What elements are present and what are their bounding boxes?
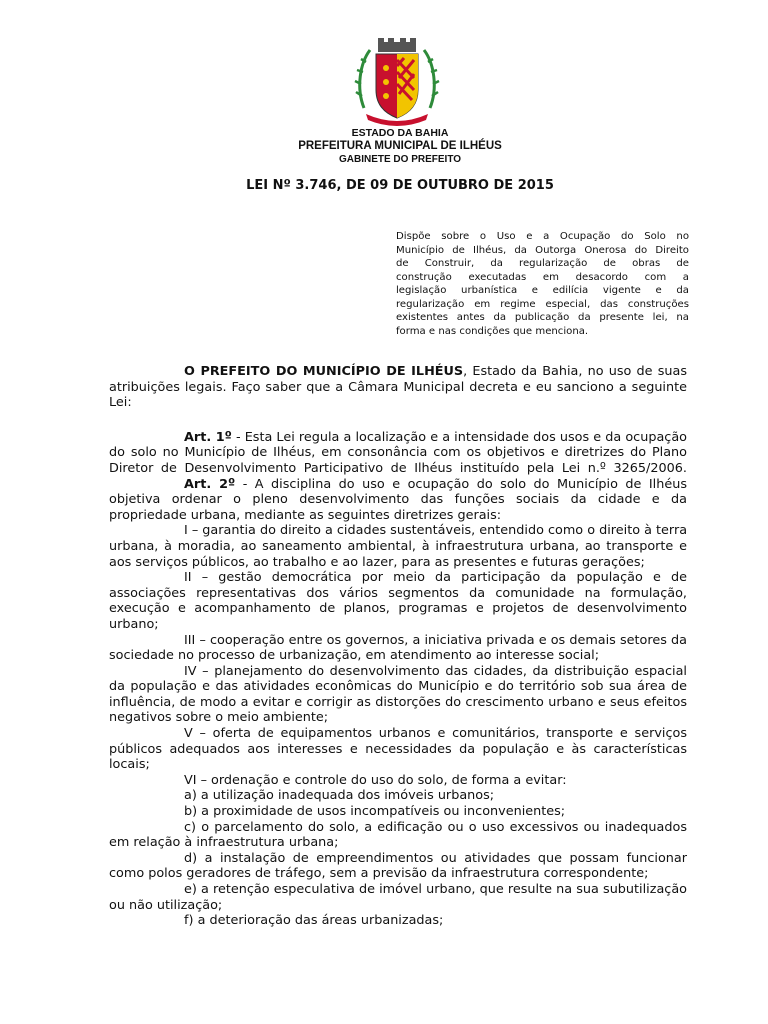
article-subitem-line: e) a retenção especulativa de imóvel urbano, que resulte na sua subutilização	[184, 882, 687, 897]
article-item	[109, 570, 687, 632]
article-2-items	[109, 523, 687, 788]
article-item	[109, 633, 687, 664]
ementa	[396, 230, 689, 338]
article-item-line: locais;	[109, 757, 150, 773]
article-item-line: públicos adequados aos interesses e necessidades da população e às características	[109, 741, 687, 757]
ementa-line: Dispõe sobre o Uso e a Ocupação do Solo no	[396, 231, 689, 242]
article-item-line: III – cooperação entre os governos, a iniciativa privada e os demais setores da	[184, 632, 687, 648]
article-item-line: aos serviços públicos, ao trabalho e ao lazer, para as presentes e futuras gerações;	[109, 554, 645, 570]
municipal-coat-of-arms-icon	[354, 38, 440, 126]
article-subitem	[109, 882, 687, 913]
ementa-line: existentes antes da publicação da presente lei, na	[396, 312, 689, 323]
article-subitem-line: d) a instalação de empreendimentos ou atividades que possam funcionar	[184, 850, 687, 866]
article-item	[109, 726, 687, 773]
art1-line: Diretor de Desenvolvimento Participativo de Ilhéus instituído pela Lei n.º 3265/2006.	[109, 460, 687, 476]
art2-label: Art. 2º	[184, 476, 236, 492]
article-item-line: execução e acompanhamento de planos, programas e projetos de desenvolvimento	[109, 601, 687, 617]
article-item-line: urbana, à moradia, ao saneamento ambiental, à infraestrutura urbana, ao transporte e	[109, 538, 687, 554]
header-prefeitura: PREFEITURA MUNICIPAL DE ILHÉUS	[298, 140, 502, 152]
article-subitem	[109, 851, 687, 882]
article-subitem-line: b) a proximidade de usos incompatíveis ou inconvenientes;	[184, 804, 566, 820]
art2-line: propriedade urbana, mediante as seguintes diretrizes gerais:	[109, 507, 502, 523]
article-item-line: IV – planejamento do desenvolvimento das cidades, da distribuição espacial	[184, 663, 687, 679]
art1-text: - Esta Lei regula a localização e a intensidade dos usos e da ocupação	[231, 429, 687, 445]
article-item-line: urbano;	[109, 616, 159, 632]
article-2-subitems	[109, 788, 687, 928]
article-2	[109, 477, 687, 524]
article-item-line: negativos sobre o meio ambiente;	[109, 710, 329, 726]
preamble	[109, 364, 687, 411]
art1-line: do solo no Município de Ilhéus, em consonância com os objetivos e diretrizes do Plano	[109, 445, 687, 461]
header-gabinete: GABINETE DO PREFEITO	[338, 154, 462, 165]
article-item-line: VI – ordenação e controle do uso do solo, de forma a evitar:	[184, 772, 567, 788]
ementa-line: legislação urbanística e edilícia vigente e da	[396, 285, 689, 296]
article-item	[109, 664, 687, 726]
ementa-line: construção executadas em desacordo com a	[396, 271, 689, 283]
article-subitem-line: em relação à infraestrutura urbana;	[109, 835, 339, 851]
article-subitem-line: c) o parcelamento do solo, a edificação ou o uso excessivos ou inadequados	[184, 819, 687, 835]
preamble-bold: O PREFEITO DO MUNICÍPIO DE ILHÉUS	[184, 364, 464, 379]
law-title: LEI Nº 3.746, DE 09 DE OUTUBRO DE 2015	[246, 178, 554, 193]
preamble-text: , Estado da Bahia, no uso de suas	[463, 364, 687, 379]
ementa-line: de Construir, da regularização de obras de	[396, 258, 689, 269]
article-subitem	[109, 788, 687, 804]
article-subitem	[109, 913, 687, 929]
ementa-line: Município de Ilhéus, da Outorga Onerosa do Direito	[396, 244, 689, 256]
ementa-line: forma e nas condições que menciona.	[396, 325, 589, 337]
article-subitem-line: como polos geradores de tráfego, sem a previsão da infraestrutura correspondente;	[109, 866, 649, 882]
art2-line: objetiva ordenar o pleno desenvolvimento das funções sociais da cidade e da	[109, 492, 687, 508]
preamble-line: Lei:	[109, 395, 132, 411]
article-item-line: I – garantia do direito a cidades sustentáveis, entendido como o direito à terra	[184, 523, 688, 539]
preamble-line: atribuições legais. Faço saber que a Câmara Municipal decreta e eu sanciono a seguinte	[109, 379, 687, 395]
art1-label: Art. 1º	[184, 429, 232, 445]
article-item-line: II – gestão democrática por meio da participação da população e de	[184, 570, 687, 586]
article-1	[109, 430, 687, 477]
article-item-line: sociedade no processo de urbanização, em atendimento ao interesse social;	[109, 648, 600, 664]
article-item-line: associações representativas dos vários segmentos da comunidade na formulação,	[109, 585, 687, 601]
article-subitem-line: ou não utilização;	[109, 897, 223, 913]
ementa-line: regularização em regime especial, das construções	[396, 298, 689, 310]
art2-text: - A disciplina do uso e ocupação do solo do Município de Ilhéus	[235, 476, 687, 492]
header-state: ESTADO DA BAHIA	[351, 127, 449, 139]
law-body	[109, 364, 687, 929]
article-subitem-line: f) a deterioração das áreas urbanizadas;	[184, 913, 444, 929]
article-item-line: da população e das atividades econômicas do Município e do território sob sua área de	[109, 679, 687, 695]
article-item-line: V – oferta de equipamentos urbanos e comunitários, transporte e serviços	[184, 726, 687, 742]
article-item-line: influência, de modo a evitar e corrigir as distorções do crescimento urbano e seus efeitos	[109, 694, 687, 710]
article-subitem-line: a) a utilização inadequada dos imóveis urbanos;	[184, 788, 495, 804]
article-item	[109, 523, 687, 570]
article-subitem	[109, 820, 687, 851]
article-subitem	[109, 804, 687, 820]
article-item	[109, 773, 687, 789]
